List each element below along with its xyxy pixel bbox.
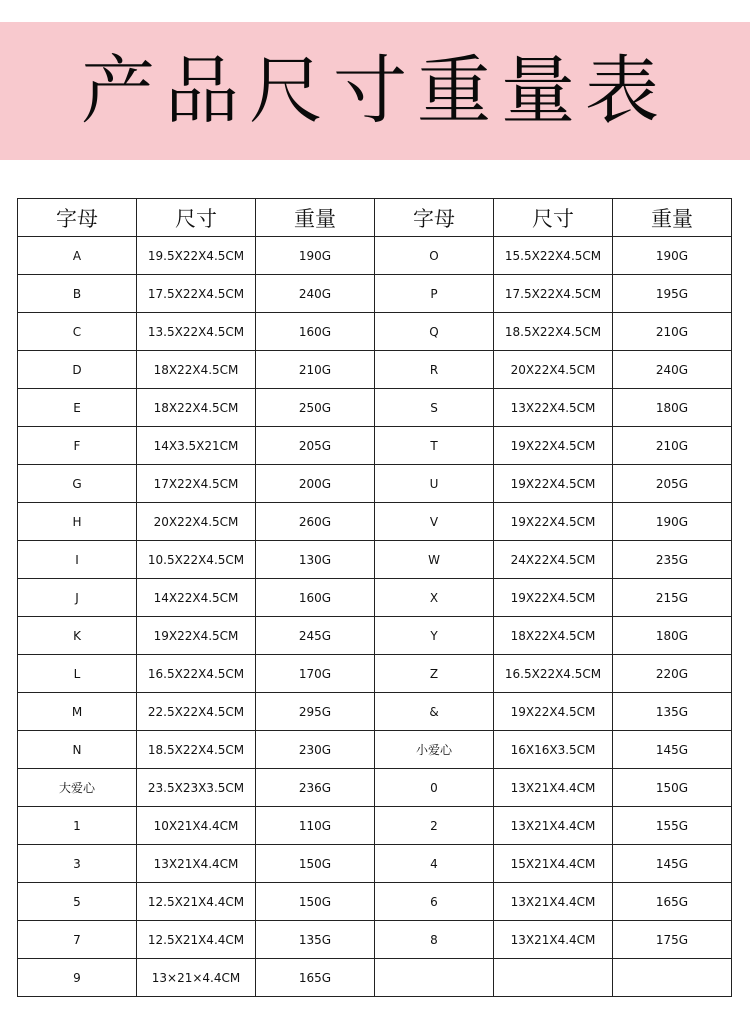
table-row — [18, 617, 732, 655]
cell-size: 16.5X22X4.5CM — [494, 655, 613, 693]
cell-weight: 130G — [256, 541, 375, 579]
cell-weight: 135G — [256, 921, 375, 959]
cell-letter: 5 — [18, 883, 137, 921]
cell-size: 10X21X4.4CM — [137, 807, 256, 845]
cell-letter — [375, 959, 494, 997]
cell-size: 19X22X4.5CM — [494, 465, 613, 503]
cell-weight: 210G — [613, 427, 732, 465]
header-size: 尺寸 — [137, 199, 256, 237]
header-letter: 字母 — [18, 199, 137, 237]
cell-size: 23.5X23X3.5CM — [137, 769, 256, 807]
cell-weight: 145G — [613, 731, 732, 769]
cell-size: 19X22X4.5CM — [494, 427, 613, 465]
cell-letter: J — [18, 579, 137, 617]
cell-letter: H — [18, 503, 137, 541]
cell-letter: X — [375, 579, 494, 617]
cell-size: 13×21×4.4CM — [137, 959, 256, 997]
cell-size: 13X21X4.4CM — [137, 845, 256, 883]
cell-size: 19.5X22X4.5CM — [137, 237, 256, 275]
cell-weight: 236G — [256, 769, 375, 807]
cell-weight: 260G — [256, 503, 375, 541]
cell-weight: 150G — [613, 769, 732, 807]
cell-weight: 135G — [613, 693, 732, 731]
table-row — [18, 389, 732, 427]
cell-weight: 150G — [256, 883, 375, 921]
title-banner — [0, 22, 750, 160]
cell-letter: P — [375, 275, 494, 313]
cell-size: 13X21X4.4CM — [494, 769, 613, 807]
cell-size: 19X22X4.5CM — [494, 503, 613, 541]
cell-weight: 180G — [613, 389, 732, 427]
cell-letter: R — [375, 351, 494, 389]
cell-size: 18X22X4.5CM — [137, 389, 256, 427]
table-row — [18, 275, 732, 313]
table-row — [18, 959, 732, 997]
cell-letter: S — [375, 389, 494, 427]
header-size: 尺寸 — [494, 199, 613, 237]
cell-weight: 165G — [256, 959, 375, 997]
cell-letter: G — [18, 465, 137, 503]
cell-size: 13X22X4.5CM — [494, 389, 613, 427]
cell-letter: 4 — [375, 845, 494, 883]
cell-weight: 160G — [256, 313, 375, 351]
cell-size: 17.5X22X4.5CM — [494, 275, 613, 313]
cell-letter: Y — [375, 617, 494, 655]
cell-size: 14X3.5X21CM — [137, 427, 256, 465]
cell-weight: 175G — [613, 921, 732, 959]
cell-weight: 205G — [613, 465, 732, 503]
cell-weight: 165G — [613, 883, 732, 921]
cell-letter: 7 — [18, 921, 137, 959]
cell-size: 19X22X4.5CM — [494, 579, 613, 617]
cell-weight: 195G — [613, 275, 732, 313]
table-row — [18, 351, 732, 389]
table-row — [18, 237, 732, 275]
page-title: 产品尺寸重量表 — [81, 48, 669, 134]
cell-weight: 210G — [256, 351, 375, 389]
cell-letter: A — [18, 237, 137, 275]
cell-letter: Z — [375, 655, 494, 693]
cell-size: 17.5X22X4.5CM — [137, 275, 256, 313]
table-row — [18, 845, 732, 883]
header-letter: 字母 — [375, 199, 494, 237]
header-row — [18, 199, 732, 237]
cell-size — [494, 959, 613, 997]
cell-size: 18X22X4.5CM — [137, 351, 256, 389]
cell-size: 22.5X22X4.5CM — [137, 693, 256, 731]
cell-size: 13X21X4.4CM — [494, 921, 613, 959]
cell-letter: C — [18, 313, 137, 351]
cell-letter: 8 — [375, 921, 494, 959]
cell-letter: 2 — [375, 807, 494, 845]
cell-letter: T — [375, 427, 494, 465]
table-row — [18, 807, 732, 845]
cell-letter: E — [18, 389, 137, 427]
cell-weight: 145G — [613, 845, 732, 883]
cell-weight: 230G — [256, 731, 375, 769]
header-weight: 重量 — [256, 199, 375, 237]
cell-weight: 110G — [256, 807, 375, 845]
cell-letter: 0 — [375, 769, 494, 807]
cell-size: 14X22X4.5CM — [137, 579, 256, 617]
cell-size: 10.5X22X4.5CM — [137, 541, 256, 579]
cell-weight: 190G — [613, 503, 732, 541]
cell-letter: Q — [375, 313, 494, 351]
cell-weight: 170G — [256, 655, 375, 693]
cell-letter: 6 — [375, 883, 494, 921]
table-row — [18, 693, 732, 731]
cell-size: 16.5X22X4.5CM — [137, 655, 256, 693]
cell-size: 20X22X4.5CM — [137, 503, 256, 541]
cell-size: 13X21X4.4CM — [494, 807, 613, 845]
cell-weight: 210G — [613, 313, 732, 351]
table-row — [18, 921, 732, 959]
table-row — [18, 427, 732, 465]
table-row — [18, 313, 732, 351]
table-row — [18, 465, 732, 503]
cell-weight: 190G — [613, 237, 732, 275]
cell-letter: B — [18, 275, 137, 313]
cell-letter: I — [18, 541, 137, 579]
size-weight-table — [17, 198, 732, 997]
cell-weight: 150G — [256, 845, 375, 883]
cell-letter: 9 — [18, 959, 137, 997]
cell-size: 15.5X22X4.5CM — [494, 237, 613, 275]
cell-weight: 200G — [256, 465, 375, 503]
cell-weight: 155G — [613, 807, 732, 845]
cell-size: 16X16X3.5CM — [494, 731, 613, 769]
cell-weight: 220G — [613, 655, 732, 693]
cell-size: 18.5X22X4.5CM — [137, 731, 256, 769]
cell-letter: M — [18, 693, 137, 731]
cell-letter: O — [375, 237, 494, 275]
cell-letter: 1 — [18, 807, 137, 845]
cell-weight — [613, 959, 732, 997]
table-row — [18, 655, 732, 693]
cell-weight: 250G — [256, 389, 375, 427]
table-row — [18, 769, 732, 807]
table-row — [18, 731, 732, 769]
cell-weight: 215G — [613, 579, 732, 617]
cell-letter: K — [18, 617, 137, 655]
cell-letter: 小爱心 — [375, 731, 494, 769]
cell-size: 17X22X4.5CM — [137, 465, 256, 503]
table-row — [18, 883, 732, 921]
cell-size: 18.5X22X4.5CM — [494, 313, 613, 351]
cell-weight: 295G — [256, 693, 375, 731]
table-row — [18, 503, 732, 541]
cell-weight: 245G — [256, 617, 375, 655]
cell-size: 18X22X4.5CM — [494, 617, 613, 655]
cell-letter: D — [18, 351, 137, 389]
cell-size: 13.5X22X4.5CM — [137, 313, 256, 351]
cell-letter: L — [18, 655, 137, 693]
cell-letter: W — [375, 541, 494, 579]
cell-size: 20X22X4.5CM — [494, 351, 613, 389]
cell-size: 13X21X4.4CM — [494, 883, 613, 921]
cell-size: 15X21X4.4CM — [494, 845, 613, 883]
table-row — [18, 541, 732, 579]
cell-size: 19X22X4.5CM — [137, 617, 256, 655]
cell-weight: 160G — [256, 579, 375, 617]
cell-size: 24X22X4.5CM — [494, 541, 613, 579]
cell-letter: N — [18, 731, 137, 769]
cell-weight: 190G — [256, 237, 375, 275]
cell-letter: 大爱心 — [18, 769, 137, 807]
header-weight: 重量 — [613, 199, 732, 237]
cell-letter: V — [375, 503, 494, 541]
cell-weight: 240G — [613, 351, 732, 389]
cell-letter: U — [375, 465, 494, 503]
cell-letter: F — [18, 427, 137, 465]
cell-weight: 180G — [613, 617, 732, 655]
cell-weight: 235G — [613, 541, 732, 579]
table-row — [18, 579, 732, 617]
cell-size: 12.5X21X4.4CM — [137, 921, 256, 959]
cell-weight: 205G — [256, 427, 375, 465]
cell-letter: & — [375, 693, 494, 731]
cell-weight: 240G — [256, 275, 375, 313]
cell-size: 12.5X21X4.4CM — [137, 883, 256, 921]
cell-letter: 3 — [18, 845, 137, 883]
cell-size: 19X22X4.5CM — [494, 693, 613, 731]
